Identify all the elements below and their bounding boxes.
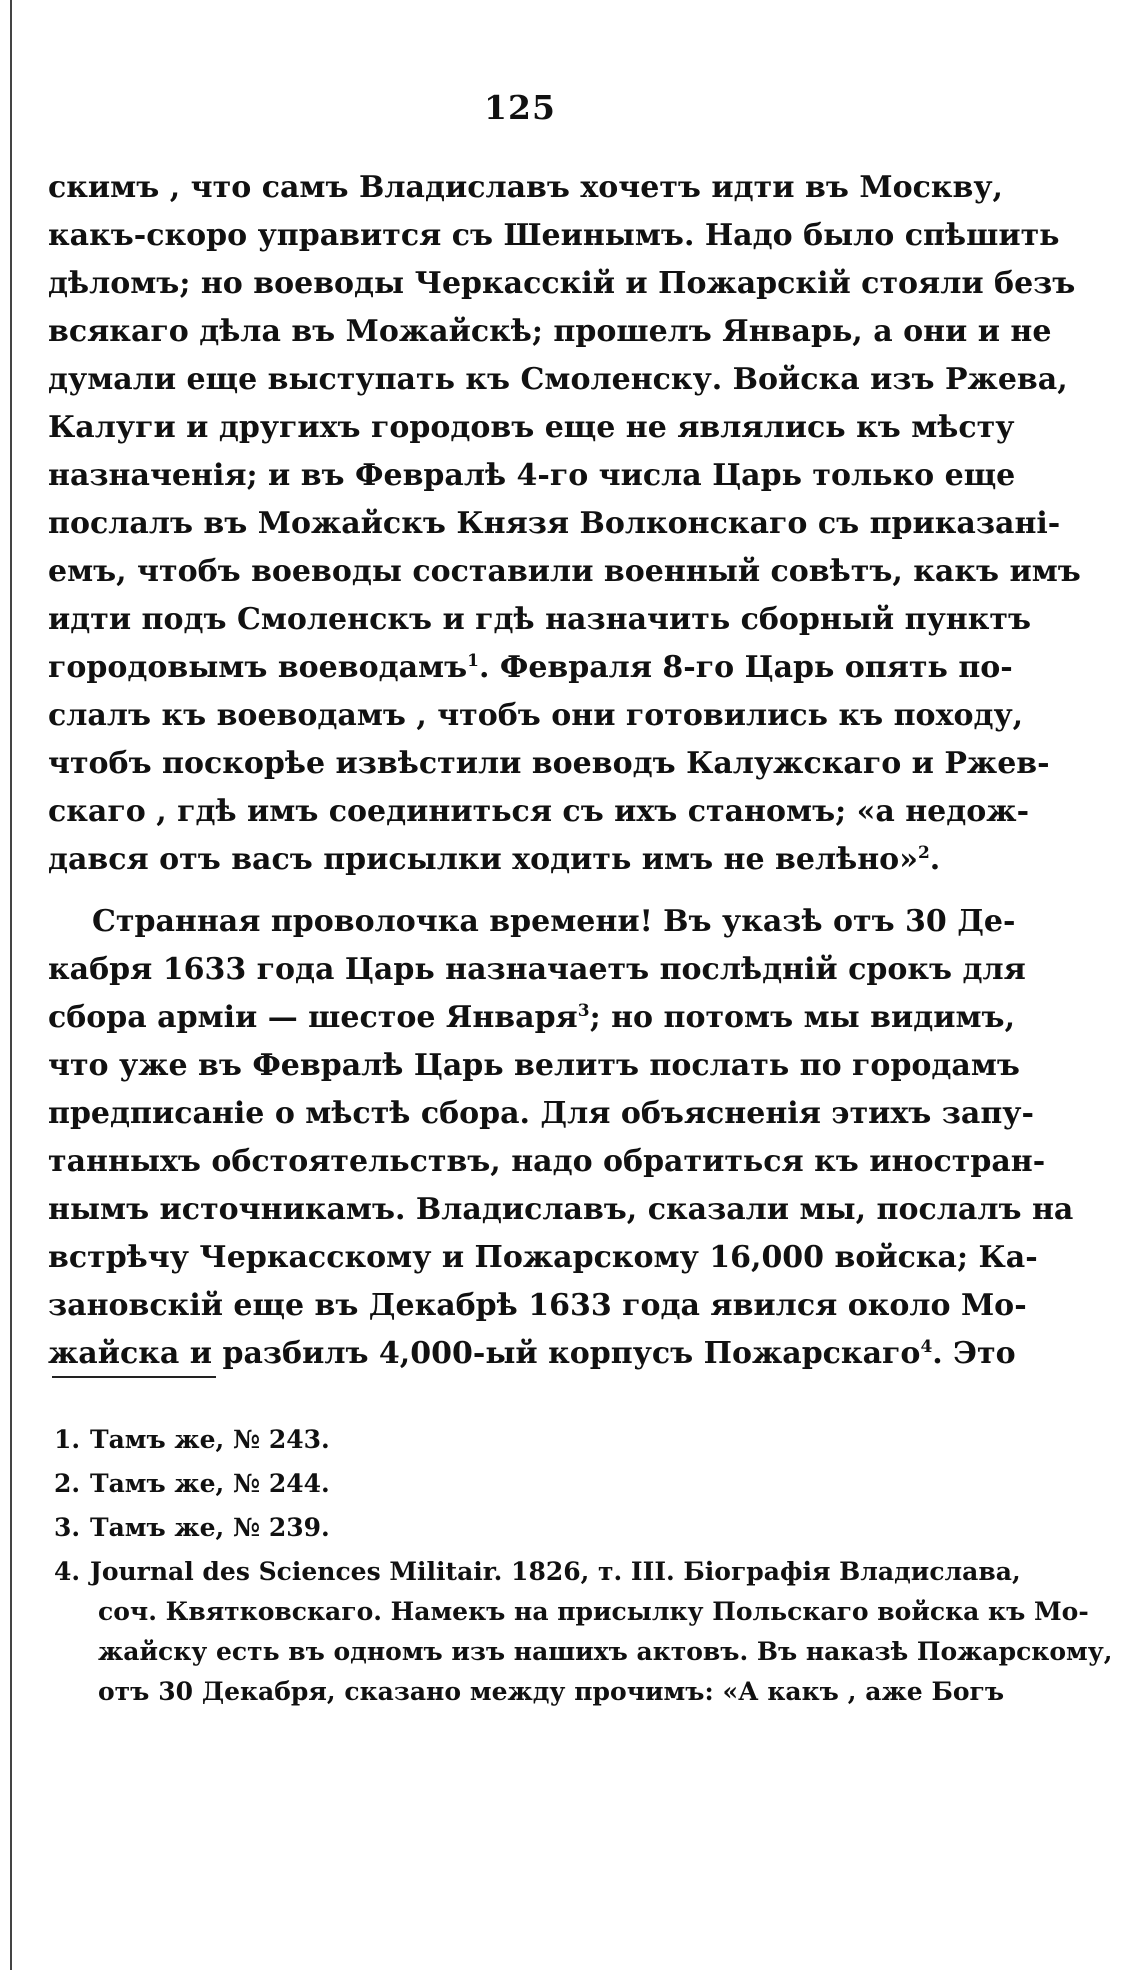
footnote-number: 2. <box>54 1469 81 1498</box>
text-segment: . Это <box>932 1336 1016 1371</box>
page-number: 125 <box>484 88 556 127</box>
footnote-1 <box>54 1420 1004 1460</box>
footnote-text: Тамъ же, № 243. <box>90 1425 330 1454</box>
footnote-ref-3: 3 <box>577 1001 590 1021</box>
footnote-4-line: отъ 30 Декабря, сказано между прочимъ: «А какъ , аже Богъ <box>98 1677 1004 1706</box>
footnote-ref-4: 4 <box>920 1337 933 1357</box>
text-line: кабря 1633 года Царь назначаетъ послѣдній срокъ для <box>48 952 1026 987</box>
text-segment: жайска и разбилъ 4,000-ый корпусъ Пожарскаго <box>48 1336 921 1371</box>
text-line: встрѣчу Черкасскому и Пожарскому 16,000 войска; Ка- <box>48 1240 1038 1275</box>
footnote-number: 3. <box>54 1513 81 1542</box>
text-line: скимъ , что самъ Владиславъ хочетъ идти въ Москву, <box>48 170 1003 205</box>
footnote-text: Тамъ же, № 239. <box>90 1513 330 1542</box>
text-segment: сбора арміи — шестое Января <box>48 1000 578 1035</box>
paragraph-gap <box>48 884 1003 898</box>
text-segment: . Февраля 8-го Царь опять по- <box>478 650 1013 685</box>
text-line: назначенія; и въ Февралѣ 4-го числа Царь только еще <box>48 458 1016 493</box>
paragraph-2 <box>48 898 1074 1378</box>
text-line: послалъ въ Можайскъ Князя Волконскаго съ приказані- <box>48 506 1061 541</box>
footnote-4-line: соч. Квятковскаго. Намекъ на присылку Польскаго войска къ Мо- <box>98 1597 1089 1626</box>
text-line: идти подъ Смоленскъ и гдѣ назначить сборный пунктъ <box>48 602 1032 637</box>
paragraph-1 <box>48 164 1081 884</box>
footnote-text: Journal des Sciences Militair. 1826, т. III. Біографія Владислава, <box>90 1557 1021 1586</box>
text-line <box>48 836 1003 884</box>
text-line: дѣломъ; но воеводы Черкасскій и Пожарскій стояли безъ <box>48 266 1076 301</box>
text-line: чтобъ поскорѣе извѣстили воеводъ Калужскаго и Ржев- <box>48 746 1050 781</box>
text-line: слалъ къ воеводамъ , чтобъ они готовились къ походу, <box>48 698 1024 733</box>
footnote-ref-1: 1 <box>467 651 479 671</box>
footnote-separator <box>52 1376 216 1378</box>
footnote-4-line: жайску есть въ одномъ изъ нашихъ актовъ. Въ наказѣ Пожарскому, <box>98 1637 1113 1666</box>
footnote-4 <box>54 1552 1021 1592</box>
footnote-number: 1. <box>54 1425 81 1454</box>
footnote-number: 4. <box>54 1557 81 1586</box>
text-line: емъ, чтобъ воеводы составили военный совѣтъ, какъ имъ <box>48 554 1081 589</box>
footnotes <box>54 1420 1113 1712</box>
text-line <box>48 644 1013 692</box>
footnote-2 <box>54 1464 1004 1504</box>
text-line: нымъ источникамъ. Владиславъ, сказали мы, послалъ на <box>48 1192 1074 1227</box>
text-segment: городовымъ воеводамъ <box>48 650 468 685</box>
text-line: скаго , гдѣ имъ соединиться съ ихъ станомъ; «а недож- <box>48 794 1030 829</box>
main-text <box>48 164 1081 1378</box>
text-line <box>48 1330 1016 1378</box>
text-line: Странная проволочка времени! Въ указѣ отъ 30 Де- <box>92 904 1016 939</box>
footnote-ref-2: 2 <box>917 843 930 863</box>
text-line: танныхъ обстоятельствъ, надо обратиться къ иностран- <box>48 1144 1046 1179</box>
text-line: зановскій еще въ Декабрѣ 1633 года явился около Мо- <box>48 1288 1027 1323</box>
text-line: Калуги и другихъ городовъ еще не являлись къ мѣсту <box>48 410 1015 445</box>
text-line: какъ-скоро управится съ Шеинымъ. Надо было спѣшить <box>48 218 1060 253</box>
text-segment: дався отъ васъ присылки ходить имъ не велѣно» <box>48 842 918 877</box>
page-edge-line <box>10 0 12 1970</box>
text-line: всякаго дѣла въ Можайскѣ; прошелъ Январь, а они и не <box>48 314 1052 349</box>
text-line: предписаніе о мѣстѣ сбора. Для объясненія этихъ запу- <box>48 1096 1034 1131</box>
text-line: думали еще выступать къ Смоленску. Войска изъ Ржева, <box>48 362 1068 397</box>
text-segment: . <box>929 842 941 877</box>
footnote-3 <box>54 1508 1004 1548</box>
text-segment: ; но потомъ мы видимъ, <box>589 1000 1016 1035</box>
text-line: что уже въ Февралѣ Царь велитъ послать по городамъ <box>48 1048 1020 1083</box>
footnote-text: Тамъ же, № 244. <box>90 1469 330 1498</box>
text-line <box>48 994 1016 1042</box>
